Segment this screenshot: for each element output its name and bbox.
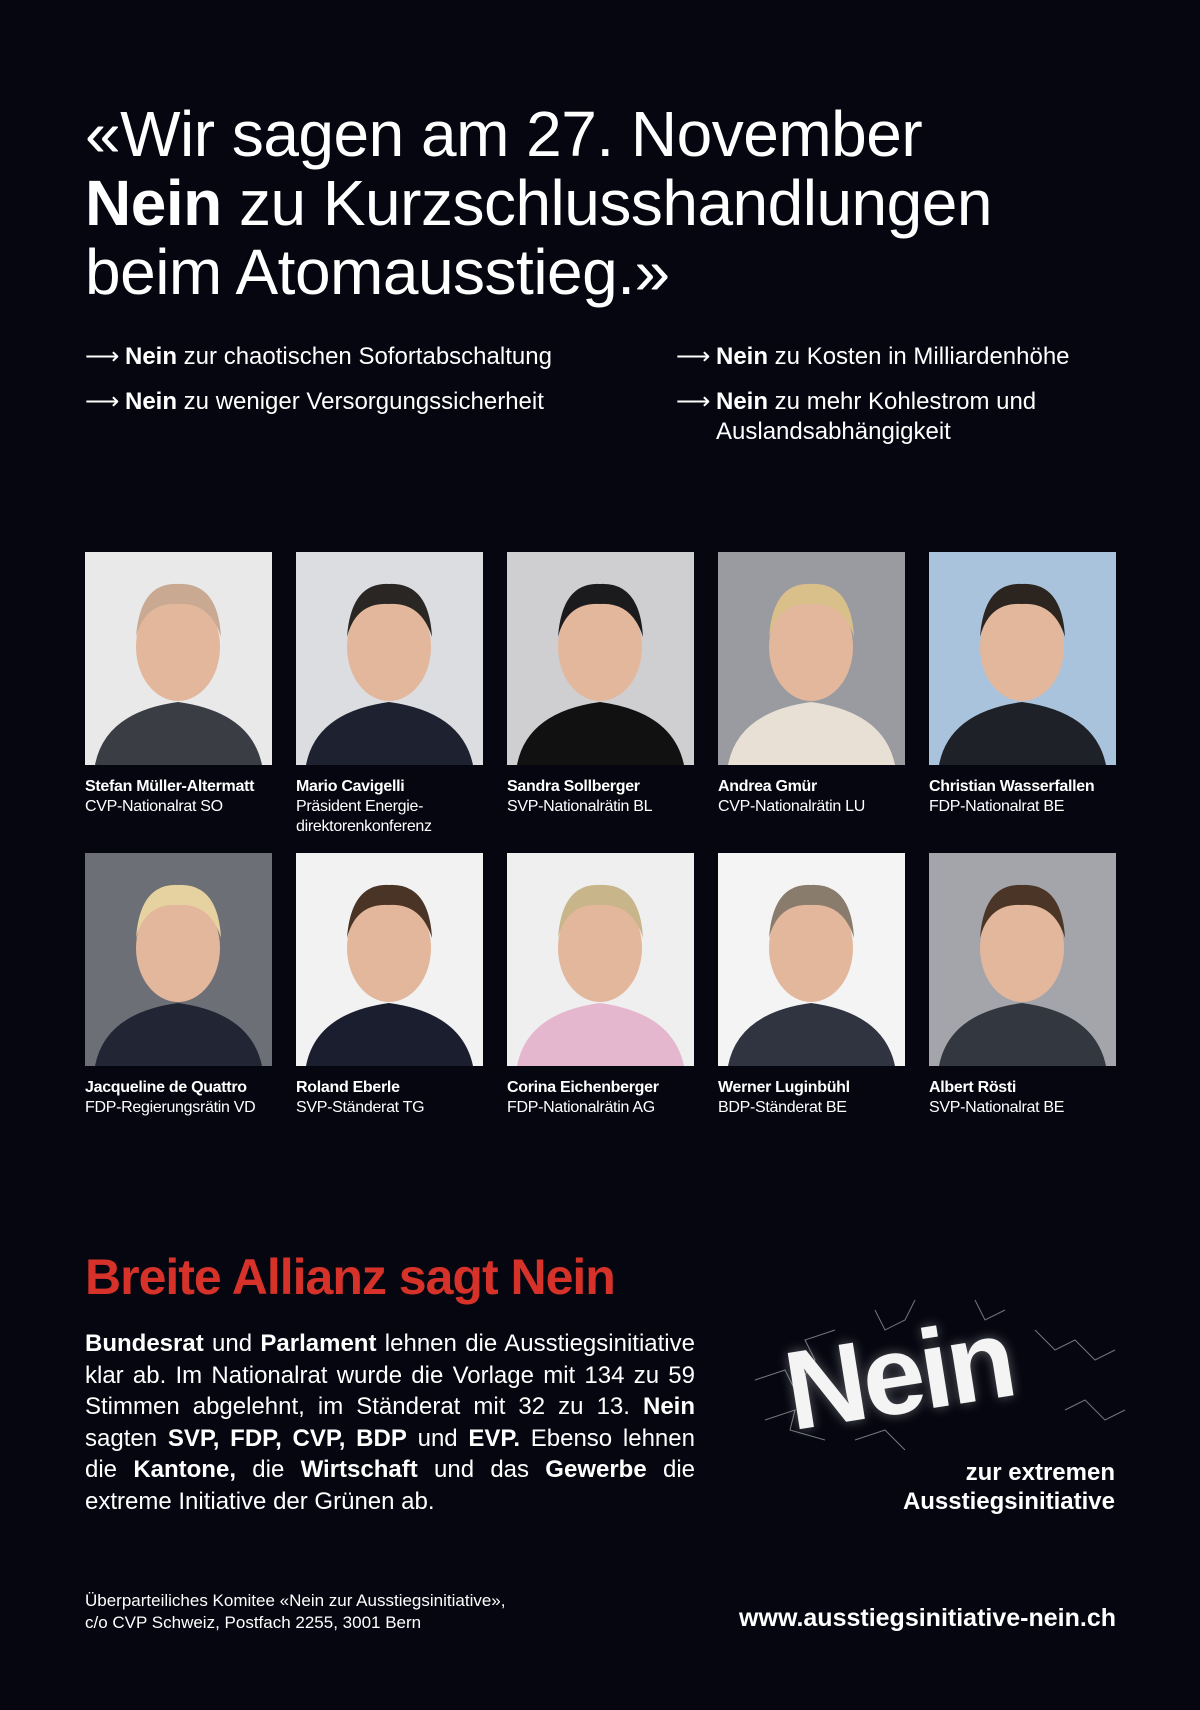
person-card [929, 552, 1116, 831]
logo-subtitle [903, 1458, 1115, 1516]
portrait-photo [929, 552, 1116, 765]
headline [85, 100, 992, 307]
person-name: Stefan Müller-Altermatt [85, 778, 255, 795]
para-bold: SVP, FDP, CVP, BDP [167, 1424, 407, 1452]
logo-line-2: Ausstiegsinitiative [902, 1488, 1115, 1515]
para-text: und das [417, 1456, 546, 1483]
people-grid [85, 552, 1117, 1132]
person-role: FDP-Regierungsrätin VD [85, 1099, 256, 1116]
allianz-paragraph [85, 1328, 695, 1517]
person-role: FDP-Nationalrätin AG [507, 1099, 655, 1116]
headline-line-2 [85, 169, 992, 238]
bullet-rest: zu Kosten in Milliardenhöhe [768, 343, 1070, 370]
person-card [85, 853, 272, 1132]
person-name: Christian Wasserfallen [929, 778, 1095, 795]
allianz-title: Breite Allianz sagt Nein [85, 1249, 615, 1305]
para-text: und [203, 1330, 261, 1357]
person-card [85, 552, 272, 831]
bullet-rest: zur chaotischen Sofortabschaltung [177, 343, 552, 370]
para-text: sagten [85, 1424, 168, 1452]
portrait-photo [296, 552, 483, 765]
bullet-text [716, 387, 1116, 447]
para-bold: Gewerbe [545, 1456, 647, 1483]
bullets-left [85, 342, 645, 432]
person-name: Corina Eichenberger [507, 1079, 659, 1096]
bullet-text [125, 342, 552, 372]
nein-logo [735, 1290, 1135, 1515]
portrait-photo [85, 552, 272, 765]
bullet-item [85, 342, 645, 372]
person-card [296, 853, 483, 1132]
arrow-icon: ⟶ [85, 343, 120, 370]
person-role: FDP-Nationalrat BE [929, 798, 1065, 815]
bullet-bold: Nein [716, 388, 769, 415]
footer-address [85, 1590, 505, 1634]
para-text: lehnen die Ausstiegsinitiative klar ab. Im Nationalrat wurde die Vorlage mit 134 zu 59 Stimmen abgelehnt, im Ständerat mit 32 zu 13. [85, 1330, 695, 1420]
logo-word: Nein [776, 1295, 1021, 1454]
bullet-rest: zu weniger Versorgungssicherheit [177, 388, 544, 415]
footer-line-2: c/o CVP Schweiz, Postfach 2255, 3001 Bern [85, 1613, 422, 1632]
para-text: und [406, 1424, 469, 1452]
para-bold: Kantone, [133, 1456, 236, 1483]
person-name: Roland Eberle [296, 1079, 400, 1096]
person-role: CVP-Nationalrätin LU [718, 798, 865, 815]
para-bold: Bundesrat [85, 1330, 204, 1357]
logo-line-1: zur extremen [965, 1459, 1115, 1486]
headline-line-1: «Wir sagen am 27. November [85, 98, 923, 170]
para-text: die extreme Initiative der Grünen ab. [85, 1456, 695, 1515]
headline-bold: Nein [85, 167, 222, 239]
bullet-rest: zu mehr Kohlestrom und Auslandsabhängigkeit [716, 388, 1037, 445]
website-link[interactable]: www.ausstiegsinitiative-nein.ch [739, 1604, 1116, 1632]
person-name: Mario Cavigelli [296, 778, 405, 795]
arrow-icon: ⟶ [676, 343, 711, 370]
person-card [507, 552, 694, 831]
person-role: SVP-Nationalrat BE [929, 1099, 1065, 1116]
portrait-photo [507, 853, 694, 1066]
person-name: Werner Luginbühl [718, 1079, 850, 1096]
para-bold: Parlament [260, 1330, 377, 1357]
para-bold: Nein [642, 1393, 695, 1420]
person-card [507, 853, 694, 1132]
bullet-text [716, 342, 1070, 372]
para-text: die [235, 1456, 301, 1483]
person-role: CVP-Nationalrat SO [85, 798, 223, 815]
person-card [929, 853, 1116, 1132]
arrow-icon: ⟶ [85, 388, 120, 415]
portrait-photo [718, 552, 905, 765]
portrait-photo [929, 853, 1116, 1066]
person-name: Jacqueline de Quattro [85, 1079, 247, 1096]
arrow-icon: ⟶ [676, 388, 711, 415]
person-name: Albert Rösti [929, 1079, 1017, 1096]
headline-line-3: beim Atomausstieg.» [85, 236, 670, 308]
para-text: Ebenso lehnen die [85, 1424, 695, 1483]
portrait-photo [85, 853, 272, 1066]
person-card [718, 552, 905, 831]
person-role: SVP-Nationalrätin BL [507, 798, 653, 815]
para-bold: EVP. [468, 1424, 520, 1452]
portrait-photo [718, 853, 905, 1066]
bullet-item [676, 342, 1116, 372]
headline-rest: zu Kurzschlusshandlungen [221, 167, 992, 239]
bullet-bold: Nein [716, 343, 769, 370]
bullet-text [125, 387, 544, 417]
portrait-photo [296, 853, 483, 1066]
portrait-photo [507, 552, 694, 765]
bullets-right [676, 342, 1116, 462]
para-bold: Wirtschaft [300, 1456, 418, 1483]
person-role: BDP-Ständerat BE [718, 1099, 847, 1116]
bullet-bold: Nein [125, 388, 178, 415]
bullet-bold: Nein [125, 343, 178, 370]
person-name: Andrea Gmür [718, 778, 817, 795]
footer-line-1: Überparteiliches Komitee «Nein zur Ausstiegsinitiative», [85, 1591, 506, 1610]
person-card [296, 552, 483, 835]
bullet-item [676, 387, 1116, 447]
person-card [718, 853, 905, 1132]
person-role: Präsident Energie-direktorenkonferenz [296, 798, 432, 835]
person-name: Sandra Sollberger [507, 778, 640, 795]
bullet-item [85, 387, 645, 417]
person-role: SVP-Ständerat TG [296, 1099, 425, 1116]
